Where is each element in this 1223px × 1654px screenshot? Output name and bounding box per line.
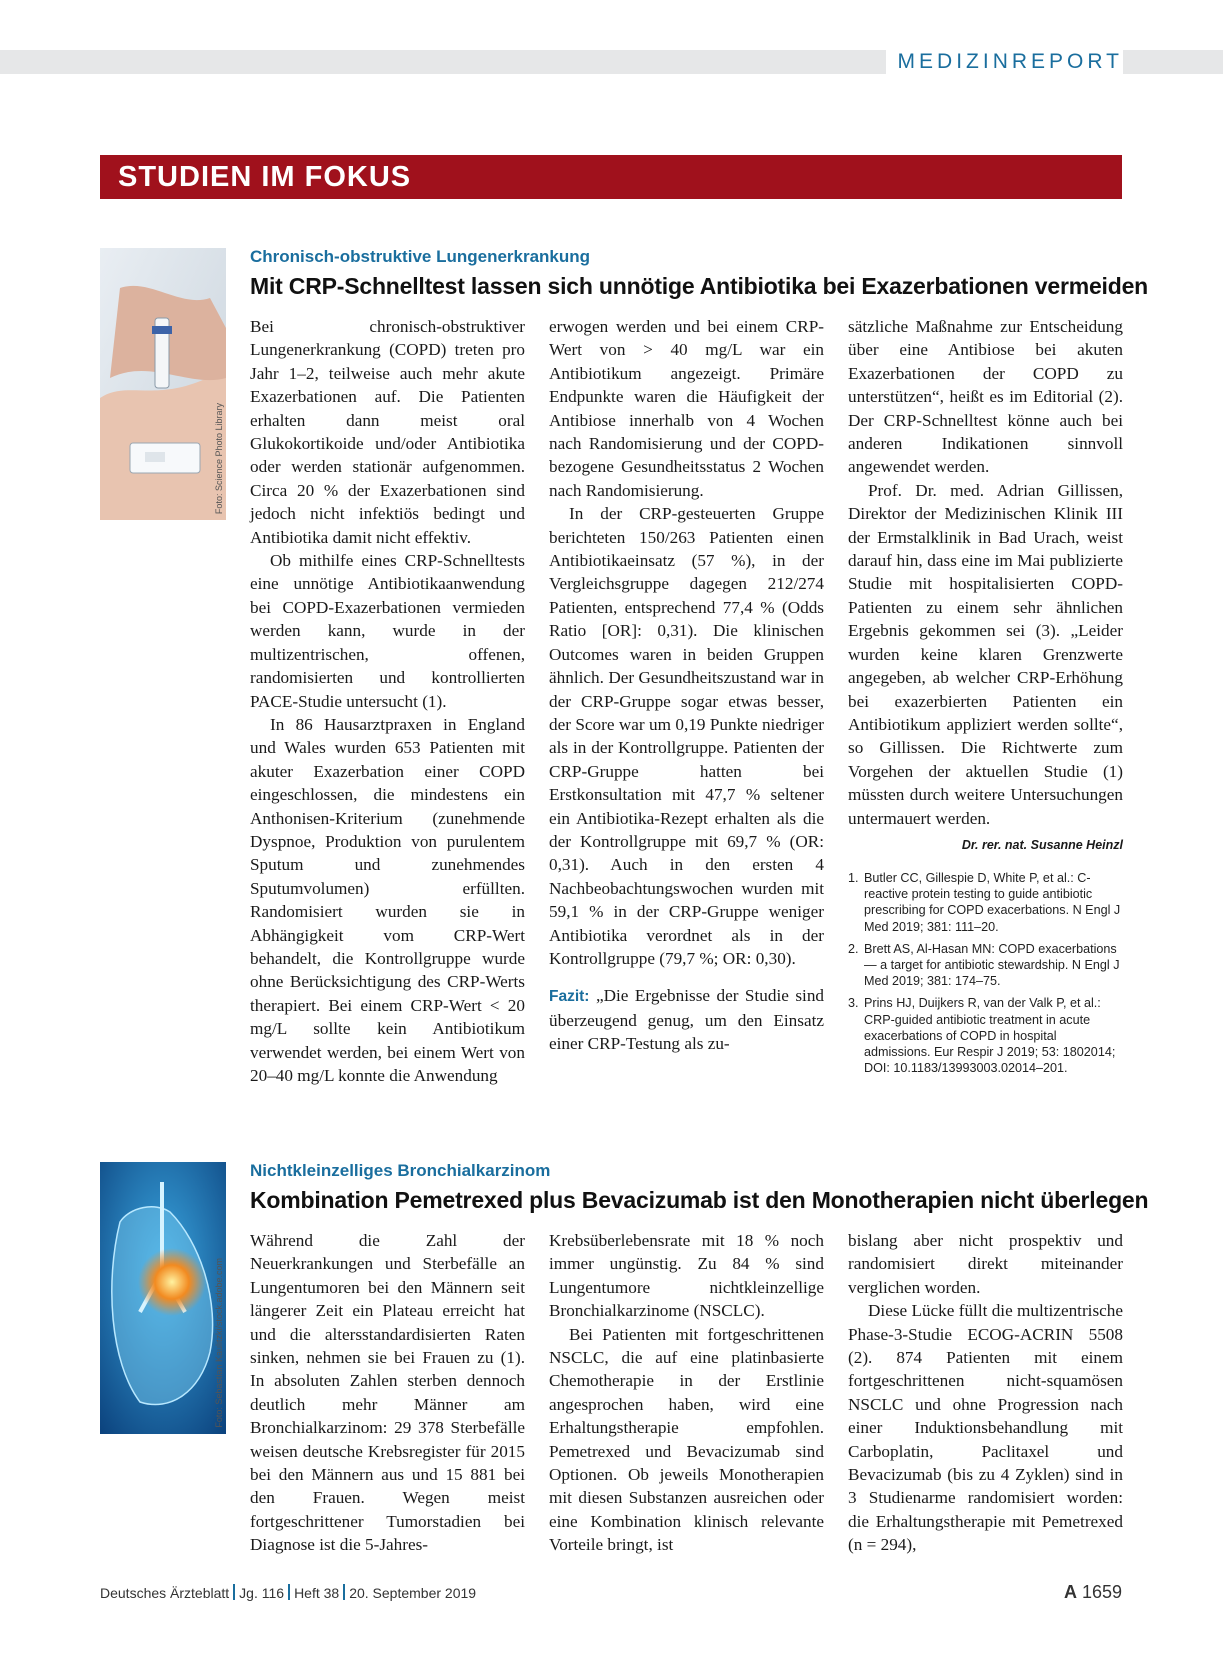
paragraph: sätzliche Maßnahme zur Entscheidung über eine Antibiose bei akuten Exazerbationen der COPD zu unterstützen“, heißt es im Editorial (2). Der CRP-Schnelltest könne auch bei anderen Indikationen sinnvoll angewendet werden. [848,317,1123,477]
article1-photo [100,248,226,520]
crp-test-photo-image [100,248,226,520]
reference-number: 3. [848,996,859,1011]
reference-item [848,995,1126,1076]
author-byline: Dr. rer. nat. Susanne Heinzl [961,837,1123,852]
fazit-label: Fazit: [549,988,590,1006]
section-banner [100,155,1122,199]
lung-tumor-image [100,1162,226,1434]
paragraph: Diese Lücke füllt die multizentrische Phase-3-Studie ECOG-ACRIN 5508 (2). 874 Patienten mit einem fortgeschrittenen nicht-squamösen NSCLC und ohne Progression nach einer Induktionsbehandlung mit Carboplatin, Paclitaxel und Bevacizumab (bis zu 4 Zyklen) sind in 3 Studienarme randomisiert worden: die Erhaltungstherapie mit Pemetrexed (n = 294), [848,1301,1123,1555]
article2-column-1 [250,1229,525,1557]
reference-item [848,941,1126,990]
photo-credit: Foto: Sebastian Kaulitzki/stock.adobe.com [214,1258,224,1428]
paragraph: Krebsüberlebensrate mit 18 % noch immer ungünstig. Zu 84 % sind Lungentumore nichtkleinzellige Bronchialkarzinome (NSCLC). [549,1231,824,1321]
reference-text: Prins HJ, Duijkers R, van der Valk P, et al.: CRP-guided antibiotic treatment in acute exacerbations of COPD in hospital admissions. Eur Respir J 2019; 53: 1802014; DOI: 10.1183/13993003.02014–201. [864,996,1116,1076]
article2-column-2 [549,1229,824,1557]
paragraph: In der CRP-gesteuerten Gruppe berichteten 150/263 Patienten einen Antibiotikaeinsatz (57 %), in der Vergleichsgruppe dagegen 212/274 Patienten, entsprechend 77,4 % (Odds Ratio [OR]: 0,31). Die klinischen Outcomes waren in beiden Gruppen ähnlich. Der Gesundheitszustand war in der CRP-Gruppe sogar etwas besser, der Score war um 0,19 Punkte niedriger als in der Kontrollgruppe. Patienten der CRP-Gruppe hatten bei Erstkonsultation mit 47,7 % seltener ein Antibiotika-Rezept erhalten als die der Kontrollgruppe mit 69,7 % (OR: 0,31). Auch in den ersten 4 Nachbeobachtungswochen wurden mit 59,1 % in der CRP-Gruppe weniger Antibiotika verordnet als in der Kontrollgruppe (79,7 %; OR: 0,30). [549,504,824,968]
paragraph: Bei Patienten mit fortgeschrittenen NSCLC, die auf eine platinbasierte Chemotherapie in der Erstlinie angesprochen haben, wird eine Erhaltungstherapie empfohlen. Pemetrexed und Bevacizumab sind Optionen. Ob jeweils Monotherapien mit diesen Substanzen ausreichen oder eine Kombination klinisch relevante Vorteile bringt, ist [549,1324,824,1555]
reference-text: Brett AS, Al-Hasan MN: COPD exacerbations — a target for antibiotic stewardship. N Engl J Med 2019; 381: 174–75. [864,941,1120,989]
paragraph: erwogen werden und bei einem CRP-Wert von > 40 mg/L war ein Antibiotikum angezeigt. Primäre Endpunkte waren die Häufigkeit der Antibiose innerhalb von 4 Wochen nach Randomisierung und der COPD-bezogene Gesundheitsstatus 2 Wochen nach Randomisierung. [549,317,824,500]
article1-column-3 [848,315,1123,857]
article1-column-1 [250,315,525,1087]
page-prefix: A [1063,1582,1077,1602]
reference-list [848,870,1126,1082]
page-number-value: 1659 [1081,1582,1122,1602]
footer-separator [288,1584,290,1600]
reference-number: 1. [848,871,859,885]
paragraph: Ob mithilfe eines CRP-Schnelltests eine unnötige Antibiotikaanwendung bei COPD-Exazerbationen vermieden werden kann, wurde in der multizentrischen, offenen, randomisierten und kontrollierten PACE-Studie untersucht (1). [250,551,525,711]
paragraph: Bei chronisch-obstruktiver Lungenerkrankung (COPD) treten pro Jahr 1–2, teilweise auch mehr akute Exazerbationen auf. Die Patienten erhalten dann meist oral Glukokortikoide und/oder Antibiotika oder werden stationär aufgenommen. Circa 20 % der Exazerbationen sind jedoch nicht infektiös bedingt und Antibiotika damit nicht effektiv. [250,317,525,547]
article2-column-3 [848,1229,1123,1557]
article1-kicker: Chronisch-obstruktive Lungenerkrankung [250,247,591,266]
article1-headline: Mit CRP-Schnelltest lassen sich unnötige Antibiotika bei Exazerbationen vermeiden [250,273,1149,299]
reference-text: Butler CC, Gillespie D, White P, et al.: C-reactive protein testing to guide antibiotic prescribing for COPD exacerbations. N Engl J Med 2019; 381: 111–20. [864,871,1121,934]
paragraph: In 86 Hausarztpraxen in England und Wales wurden 653 Patienten mit akuter Exazerbation einer COPD eingeschlossen, die mindestens ein Anthonisen-Kriterium (zunehmende Dyspnoe, Produktion von purulentem Sputum und zunehmendes Sputumvolumen) erfüllten. Randomisiert wurden sie in Abhängigkeit vom CRP-Wert behandelt, die Kontrollgruppe wurde ohne Berücksichtigung des CRP-Werts therapiert. Bei einem CRP-Wert < 20 mg/L sollte kein Antibiotikum verwendet werden, bei einem Wert von 20–40 mg/L konnte die Anwendung [250,714,525,1085]
paragraph-text: Prof. Dr. med. Adrian Gillissen, Direktor der Medizinischen Klinik III der Ermstalklinik in Bad Urach, weist darauf hin, dass eine im Mai publizierte Studie mit hospitalisierten COPD-Patienten zu einem sehr ähnlichen Ergebnis gekommen sei (3). „Leider wurden keine klaren Grenzwerte angegeben, ab welcher CRP-Erhöhung bei exazerbierten Patienten ein Antibiotikum appliziert werden sollte“, so Gillissen. Die Richtwerte zum Vorgehen der aktuellen Studie (1) müssten durch weitere Untersuchungen untermauert werden. [848,480,1123,828]
article2-headline: Kombination Pemetrexed plus Bevacizumab ist den Monotherapien nicht überlegen [250,1187,1149,1213]
footer-separator [343,1584,345,1600]
reference-number: 2. [848,941,859,956]
section-label: MEDIZINREPORT [886,49,1123,75]
paragraph: bislang aber nicht prospektiv und randomisiert direkt miteinander verglichen worden. [848,1231,1123,1297]
fazit-paragraph [549,984,824,1055]
reference-item [848,870,1126,935]
fazit-text: „Die Ergebnisse der Studie sind überzeugend genug, um den Einsatz einer CRP-Testung als zu- [549,986,825,1054]
journal-volume: Jg. 116 [239,1585,285,1601]
article2-kicker: Nichtkleinzelliges Bronchialkarzinom [250,1161,551,1180]
photo-credit: Foto: Science Photo Library [214,402,224,514]
paragraph [848,479,1123,852]
article2-photo [100,1162,226,1434]
banner-title: STUDIEN IM FOKUS [118,161,412,193]
journal-issue: Heft 38 [294,1585,340,1601]
page-number [1064,1582,1122,1603]
page-footer [100,1584,1122,1606]
journal-name: Deutsches Ärzteblatt [100,1585,230,1601]
paragraph: Während die Zahl der Neuerkrankungen und Sterbefälle an Lungentumoren bei den Männern seit längerer Zeit ein Plateau erreicht hat und die altersstandardisierten Raten sinken, nehmen sie bei Frauen zu (1). In absoluten Zahlen sterben dennoch deutlich mehr Männer am Bronchialkarzinom: 29 378 Sterbefälle weisen deutsche Krebsregister für 2015 bei den Männern aus und 15 881 bei den Frauen. Wegen meist fortgeschrittener Tumorstadien bei Diagnose ist die 5-Jahres- [250,1231,525,1555]
article1-column-2 [549,315,824,1056]
journal-date: 20. September 2019 [349,1585,477,1601]
footer-separator [233,1584,235,1600]
